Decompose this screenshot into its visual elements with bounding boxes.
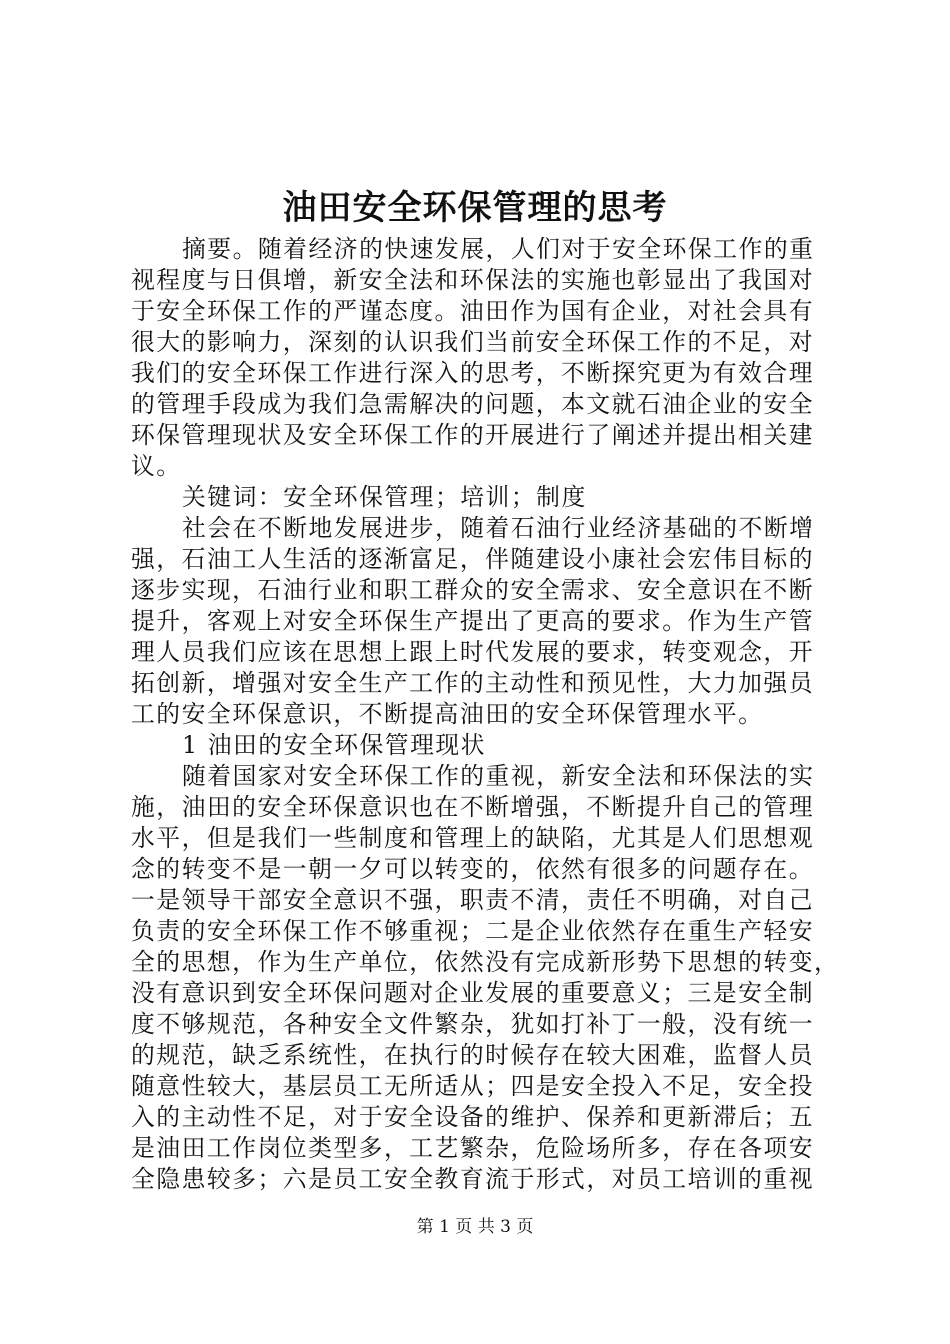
body-line: 提升，客观上对安全环保生产提出了更高的要求。作为生产管	[131, 607, 815, 635]
body-line: 的规范，缺乏系统性，在执行的时候存在较大困难，监督人员	[131, 1041, 815, 1069]
body-line: 念的转变不是一朝一夕可以转变的，依然有很多的问题存在。	[131, 855, 815, 883]
body-line: 拓创新，增强对安全生产工作的主动性和预见性，大力加强员	[131, 669, 815, 697]
body-line: 很大的影响力，深刻的认识我们当前安全环保工作的不足，对	[131, 328, 815, 356]
body-line: 入的主动性不足，对于安全设备的维护、保养和更新滞后；五	[131, 1103, 815, 1131]
body-line: 是油田工作岗位类型多，工艺繁杂，危险场所多，存在各项安	[131, 1134, 815, 1162]
body-line: 施，油田的安全环保意识也在不断增强，不断提升自己的管理	[131, 793, 815, 821]
body-line: 于安全环保工作的严谨态度。油田作为国有企业，对社会具有	[131, 297, 815, 325]
section-heading: 1 油田的安全环保管理现状	[182, 731, 486, 759]
body-line: 工的安全环保意识，不断提高油田的安全环保管理水平。	[131, 700, 764, 728]
body-line: 理人员我们应该在思想上跟上时代发展的要求，转变观念，开	[131, 638, 815, 666]
body-line: 随意性较大，基层员工无所适从；四是安全投入不足，安全投	[131, 1072, 815, 1100]
body-line: 视程度与日俱增，新安全法和环保法的实施也彰显出了我国对	[131, 266, 815, 294]
body-line: 强，石油工人生活的逐渐富足，伴随建设小康社会宏伟目标的	[131, 545, 815, 573]
body-line: 负责的安全环保工作不够重视；二是企业依然存在重生产轻安	[131, 917, 815, 945]
body-line: 度不够规范，各种安全文件繁杂，犹如打补丁一般，没有统一	[131, 1010, 815, 1038]
body-line: 全隐患较多；六是员工安全教育流于形式，对员工培训的重视	[131, 1165, 815, 1193]
body-line: 议。	[131, 452, 182, 480]
body-line: 水平，但是我们一些制度和管理上的缺陷，尤其是人们思想观	[131, 824, 815, 852]
body-line: 我们的安全环保工作进行深入的思考，不断探究更为有效合理	[131, 359, 815, 387]
body-line: 随着国家对安全环保工作的重视，新安全法和环保法的实	[182, 762, 815, 790]
page-number-footer: 第 1 页 共 3 页	[416, 1217, 534, 1237]
body-line: 没有意识到安全环保问题对企业发展的重要意义；三是安全制	[131, 979, 815, 1007]
body-line: 全的思想，作为生产单位，依然没有完成新形势下思想的转变，	[131, 948, 840, 976]
document-title: 油田安全环保管理的思考	[282, 188, 668, 228]
body-line: 摘要。随着经济的快速发展，人们对于安全环保工作的重	[182, 235, 815, 263]
keywords-line: 关键词：安全环保管理；培训；制度	[182, 483, 587, 511]
body-line: 环保管理现状及安全环保工作的开展进行了阐述并提出相关建	[131, 421, 815, 449]
body-line: 的管理手段成为我们急需解决的问题，本文就石油企业的安全	[131, 390, 815, 418]
body-line: 逐步实现，石油行业和职工群众的安全需求、安全意识在不断	[131, 576, 815, 604]
body-line: 社会在不断地发展进步，随着石油行业经济基础的不断增	[182, 514, 815, 542]
body-line: 一是领导干部安全意识不强，职责不清，责任不明确，对自己	[131, 886, 815, 914]
document-body	[131, 234, 840, 1195]
